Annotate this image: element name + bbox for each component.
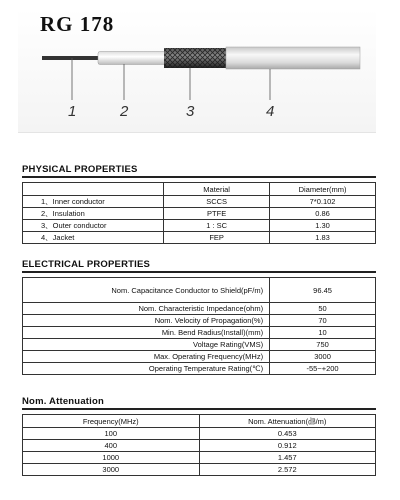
component-cell: 4、Jacket <box>23 232 164 244</box>
component-cell: 1、Inner conductor <box>23 196 164 208</box>
physical-properties-section <box>22 164 376 244</box>
material-cell: FEP <box>164 232 270 244</box>
table-row <box>23 303 376 315</box>
property-cell: Nom. Capacitance Conductor to Shield(pF/m) <box>23 278 270 303</box>
electrical-properties-section <box>22 259 376 375</box>
property-cell: Nom. Velocity of Propagation(%) <box>23 315 270 327</box>
table-header-row <box>23 415 376 428</box>
electrical-properties-table <box>22 277 376 375</box>
label-3: 3 <box>186 103 195 120</box>
frequency-cell: 1000 <box>23 452 200 464</box>
header-cell: Nom. Attenuation(㏈/m) <box>199 415 376 428</box>
table-row <box>23 452 376 464</box>
property-cell: Operating Temperature Rating(℃) <box>23 363 270 375</box>
value-cell: 50 <box>270 303 376 315</box>
label-4: 4 <box>266 103 275 120</box>
value-cell: 10 <box>270 327 376 339</box>
attenuation-title: Nom. Attenuation <box>22 396 376 410</box>
table-row <box>23 315 376 327</box>
value-cell: -55~+200 <box>270 363 376 375</box>
attenuation-table <box>22 414 376 476</box>
table-row <box>23 196 376 208</box>
header-cell: Diameter(mm) <box>270 183 376 196</box>
table-row <box>23 351 376 363</box>
frequency-cell: 400 <box>23 440 200 452</box>
material-cell: PTFE <box>164 208 270 220</box>
attenuation-cell: 2.572 <box>199 464 376 476</box>
label-1: 1 <box>68 103 77 120</box>
diameter-cell: 7*0.102 <box>270 196 376 208</box>
attenuation-cell: 0.453 <box>199 428 376 440</box>
label-2: 2 <box>120 103 129 120</box>
table-row <box>23 208 376 220</box>
property-cell: Voltage Rating(VMS) <box>23 339 270 351</box>
component-cell: 2、Insulation <box>23 208 164 220</box>
component-cell: 3、Outer conductor <box>23 220 164 232</box>
property-cell: Nom. Characteristic Impedance(ohm) <box>23 303 270 315</box>
value-cell: 96.45 <box>270 278 376 303</box>
diameter-cell: 0.86 <box>270 208 376 220</box>
electrical-properties-title: ELECTRICAL PROPERTIES <box>22 259 376 273</box>
table-row <box>23 232 376 244</box>
table-row <box>23 363 376 375</box>
value-cell: 70 <box>270 315 376 327</box>
jacket <box>226 47 360 69</box>
table-row <box>23 278 376 303</box>
table-header-row <box>23 183 376 196</box>
table-row <box>23 339 376 351</box>
material-cell: SCCS <box>164 196 270 208</box>
value-cell: 3000 <box>270 351 376 363</box>
physical-properties-title: PHYSICAL PROPERTIES <box>22 164 376 178</box>
header-cell: Frequency(MHz) <box>23 415 200 428</box>
header-cell: Material <box>164 183 270 196</box>
insulation <box>98 52 170 65</box>
cable-cross-section-illustration <box>0 0 400 135</box>
attenuation-cell: 0.912 <box>199 440 376 452</box>
attenuation-section <box>22 396 376 476</box>
frequency-cell: 3000 <box>23 464 200 476</box>
product-title: RG 178 <box>40 12 115 36</box>
table-row <box>23 220 376 232</box>
property-cell: Max. Operating Frequency(MHz) <box>23 351 270 363</box>
diameter-cell: 1.83 <box>270 232 376 244</box>
header-cell <box>23 183 164 196</box>
table-row <box>23 327 376 339</box>
table-row <box>23 440 376 452</box>
table-row <box>23 428 376 440</box>
frequency-cell: 100 <box>23 428 200 440</box>
diameter-cell: 1.30 <box>270 220 376 232</box>
attenuation-cell: 1.457 <box>199 452 376 464</box>
value-cell: 750 <box>270 339 376 351</box>
table-row <box>23 464 376 476</box>
material-cell: 1 : SC <box>164 220 270 232</box>
property-cell: Min. Bend Radius(Install)(mm) <box>23 327 270 339</box>
physical-properties-table <box>22 182 376 244</box>
